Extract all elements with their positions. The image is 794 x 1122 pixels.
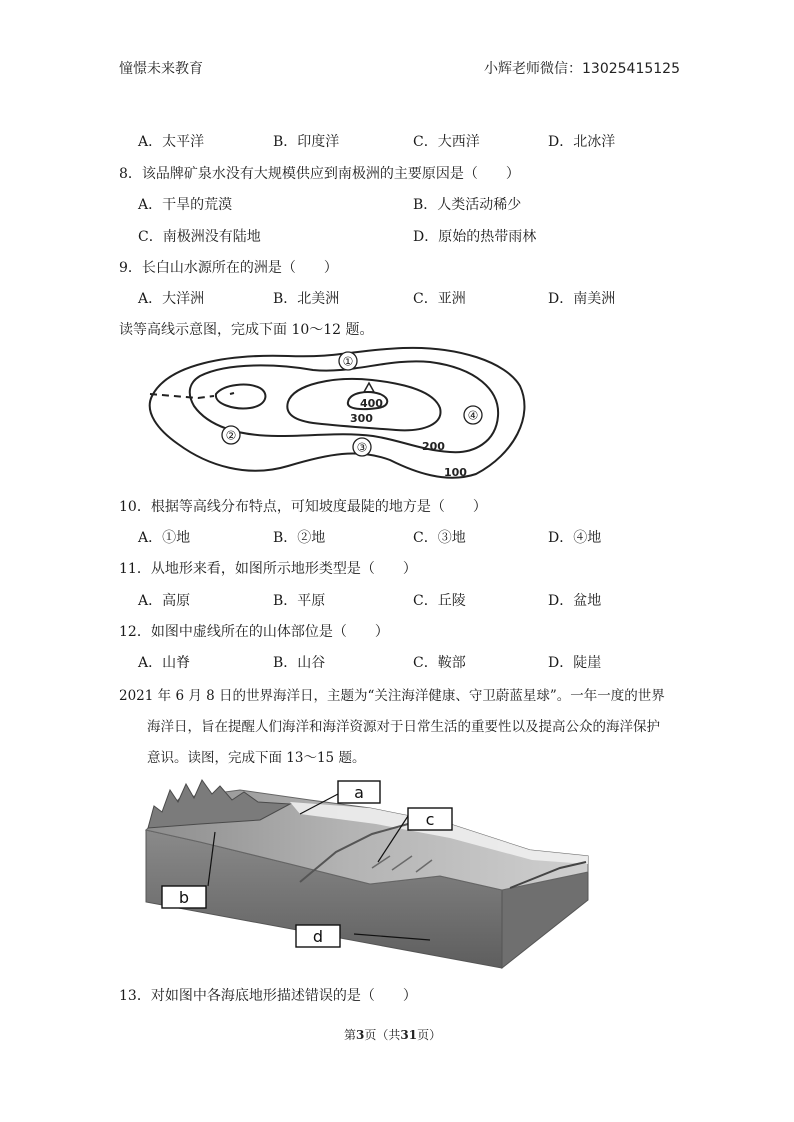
q10-stem: 10．根据等高线分布特点，可知坡度最陡的地方是（ ） bbox=[119, 499, 487, 515]
contour-label-2 bbox=[222, 426, 240, 444]
svg-text:②: ② bbox=[225, 428, 237, 443]
q12-stem: 12．如图中虚线所在的山体部位是（ ） bbox=[119, 624, 389, 640]
q13-stem: 13．对如图中各海底地形描述错误的是（ ） bbox=[119, 988, 417, 1004]
q8-option-b: B．人类活动稀少 bbox=[413, 197, 522, 213]
q8-stem: 8．该品牌矿泉水没有大规模供应到南极洲的主要原因是（ ） bbox=[119, 166, 520, 182]
contour-line-left-peak bbox=[216, 385, 266, 409]
svg-text:d: d bbox=[312, 927, 324, 946]
header-left: 憧憬未来教育 bbox=[119, 61, 203, 77]
q12-option-b: B．山谷 bbox=[273, 655, 326, 671]
q10-option-d: D．④地 bbox=[548, 530, 602, 546]
q7-option-a: A．太平洋 bbox=[138, 134, 205, 150]
dashed-line bbox=[150, 393, 234, 398]
q9-stem: 9．长白山水源所在的洲是（ ） bbox=[119, 260, 338, 276]
header-right: 小辉老师微信：13025415125 bbox=[484, 61, 680, 77]
q9-option-b: B．北美洲 bbox=[273, 291, 340, 307]
q11-option-d: D．盆地 bbox=[548, 593, 602, 609]
q7-option-c: C．大西洋 bbox=[413, 134, 480, 150]
contour-label-1 bbox=[339, 352, 357, 370]
footer-post: 页） bbox=[417, 1028, 442, 1042]
q11-stem: 11．从地形来看，如图所示地形类型是（ ） bbox=[119, 561, 417, 577]
seafloor-diagram bbox=[140, 772, 595, 972]
contour-map bbox=[138, 344, 538, 484]
intro-10-12: 读等高线示意图，完成下面 10～12 题。 bbox=[119, 322, 374, 338]
elevation-label-300: 300 bbox=[350, 412, 373, 425]
passage-line-3: 意识。读图，完成下面 13～15 题。 bbox=[147, 750, 366, 766]
svg-text:④: ④ bbox=[467, 408, 479, 423]
q10-option-b: B．②地 bbox=[273, 530, 326, 546]
svg-text:③: ③ bbox=[356, 440, 368, 455]
q8-option-c: C．南极洲没有陆地 bbox=[138, 229, 261, 245]
q9-option-d: D．南美洲 bbox=[548, 291, 616, 307]
q11-option-c: C．丘陵 bbox=[413, 593, 466, 609]
q7-option-b: B．印度洋 bbox=[273, 134, 340, 150]
diagram-label-b bbox=[162, 886, 206, 908]
diagram-label-a bbox=[338, 781, 380, 803]
q10-option-c: C．③地 bbox=[413, 530, 466, 546]
q9-option-c: C．亚洲 bbox=[413, 291, 466, 307]
q8-option-d: D．原始的热带雨林 bbox=[413, 229, 537, 245]
passage-line-2: 海洋日，旨在提醒人们海洋和海洋资源对于日常生活的重要性以及提高公众的海洋保护 bbox=[147, 719, 660, 735]
q9-option-a: A．大洋洲 bbox=[138, 291, 205, 307]
elevation-label-200: 200 bbox=[422, 440, 445, 453]
q11-option-b: B．平原 bbox=[273, 593, 326, 609]
footer-pre: 第 bbox=[344, 1028, 357, 1042]
elevation-label-100: 100 bbox=[444, 466, 467, 479]
svg-text:a: a bbox=[354, 783, 364, 802]
svg-text:b: b bbox=[178, 888, 190, 907]
passage-line-1: 2021 年 6 月 8 日的世界海洋日，主题为“关注海洋健康、守卫蔚蓝星球”。一年一度的世界 bbox=[119, 688, 665, 704]
contour-label-4 bbox=[464, 406, 482, 424]
svg-text:①: ① bbox=[342, 354, 354, 369]
elevation-label-400: 400 bbox=[360, 397, 383, 410]
svg-text:c: c bbox=[425, 810, 435, 829]
contour-label-3 bbox=[353, 438, 371, 456]
q12-option-d: D．陡崖 bbox=[548, 655, 602, 671]
q10-option-a: A．①地 bbox=[138, 530, 191, 546]
summit-triangle-icon bbox=[364, 383, 374, 392]
q12-option-c: C．鞍部 bbox=[413, 655, 466, 671]
footer-total: 31 bbox=[400, 1028, 418, 1042]
q12-option-a: A．山脊 bbox=[138, 655, 191, 671]
q7-option-d: D．北冰洋 bbox=[548, 134, 616, 150]
diagram-label-c bbox=[408, 808, 452, 830]
footer-page: 3 bbox=[356, 1028, 365, 1042]
page-footer bbox=[344, 1026, 441, 1043]
diagram-label-d bbox=[296, 925, 340, 947]
q8-option-a: A．干旱的荒漠 bbox=[138, 197, 233, 213]
q11-option-a: A．高原 bbox=[138, 593, 191, 609]
footer-mid: 页（共 bbox=[364, 1028, 401, 1042]
